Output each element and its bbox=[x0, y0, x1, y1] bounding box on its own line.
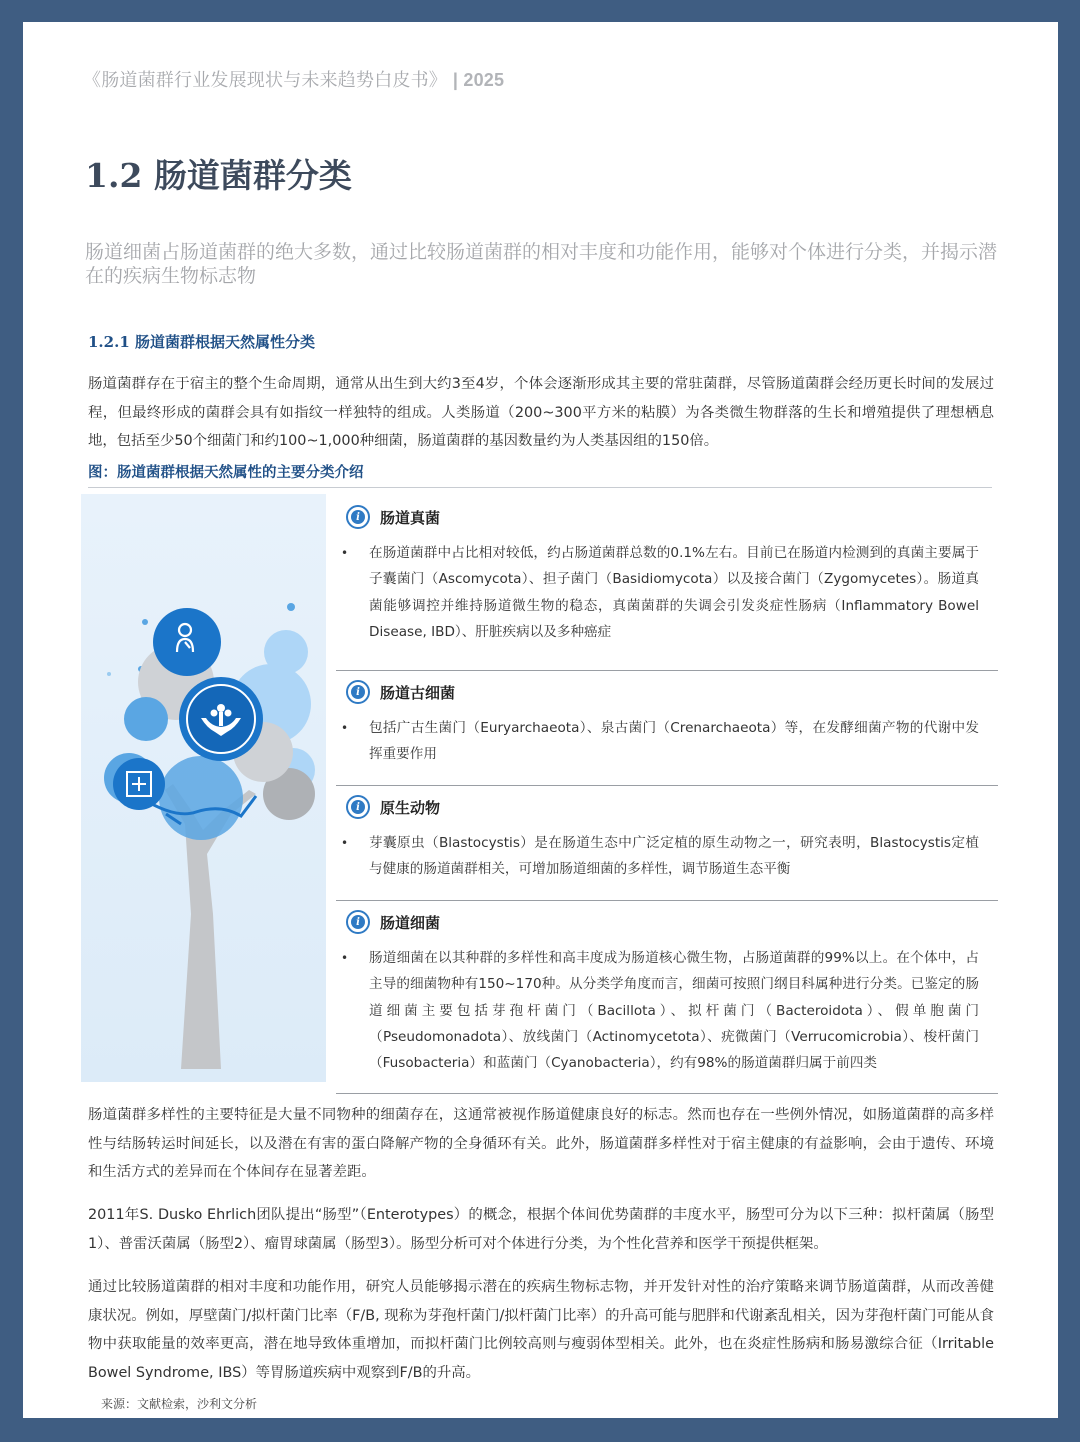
category-header bbox=[336, 794, 998, 820]
info-icon: i bbox=[346, 680, 370, 704]
info-icon: i bbox=[346, 795, 370, 819]
running-year: | 2025 bbox=[452, 70, 505, 90]
running-header bbox=[83, 66, 504, 92]
section-title: 1.2 肠道菌群分类 bbox=[85, 156, 352, 195]
paragraph-4: 通过比较肠道菌群的相对丰度和功能作用，研究人员能够揭示潜在的疾病生物标志物，并开发针对性的治疗策略来调节肠道菌群，从而改善健康状况。例如，厚壁菌门/拟杆菌门比率（F/B, 现称为芽孢杆菌门/拟杆菌门比率）的升高可能与肥胖和代谢紊乱相关，因为芽孢杆菌门可能从食物中获取能量的效率更高，潜在地导致体重增加，而拟杆菌门比例较高则与瘦弱体型相关。此外，也在炎症性肠病和肠易激综合征（Irritable Bowel Syndrome, IBS）等胃肠道疾病中观察到F/B的升高。 bbox=[88, 1279, 994, 1381]
category-body bbox=[336, 830, 998, 883]
category-body bbox=[336, 945, 998, 1076]
category-header bbox=[336, 909, 998, 935]
category-bacteria bbox=[336, 901, 998, 1094]
category-protozoa bbox=[336, 786, 998, 901]
category-body bbox=[336, 540, 998, 645]
document-page bbox=[23, 22, 1058, 1418]
category-text: 包括广古生菌门（Euryarchaeota）、泉古菌门（Crenarchaeota）等，在发酵细菌产物的代谢中发挥重要作用 bbox=[369, 720, 979, 763]
paragraph-3: 2011年S. Dusko Ehrlich团队提出“肠型”（Enterotypes）的概念，根据个体间优势菌群的丰度水平，肠型可分为以下三种：拟杆菌属（肠型1）、普雷沃菌属（肠型2）、瘤胃球菌属（肠型3）。肠型分析可对个体进行分类，为个性化营养和医学干预提供框架。 bbox=[88, 1207, 994, 1252]
category-text: 肠道细菌在以其种群的多样性和高丰度成为肠道核心微生物，占肠道菌群的99%以上。在个体中，占主导的细菌物种有150~170种。从分类学角度而言，细菌可按照门纲目科属种进行分类。已鉴定的肠道细菌主要包括芽孢杆菌门（Bacillota）、拟杆菌门（Bacteroidota）、假单胞菌门（Pseudomonadota）、放线菌门（Actinomycetota）、疣微菌门（Verrucomicrobia）、梭杆菌门（Fusobacteria）和蓝菌门（Cyanobacteria），约有98%的肠道菌群归属于前四类 bbox=[369, 950, 979, 1072]
source-note: 来源：文献检索，沙利文分析 bbox=[101, 1397, 258, 1411]
subsection-title: 1.2.1 肠道菌群根据天然属性分类 bbox=[88, 333, 315, 351]
tree-graphic bbox=[81, 494, 326, 1082]
category-title: 原生动物 bbox=[380, 798, 441, 817]
category-archaea bbox=[336, 671, 998, 786]
category-title: 肠道古细菌 bbox=[380, 683, 456, 702]
category-body bbox=[336, 715, 998, 768]
info-icon: i bbox=[346, 505, 370, 529]
category-header bbox=[336, 504, 998, 530]
category-fungi bbox=[336, 496, 998, 671]
category-header bbox=[336, 679, 998, 705]
info-icon: i bbox=[346, 910, 370, 934]
category-title: 肠道真菌 bbox=[380, 508, 441, 527]
person-icon-circle bbox=[153, 608, 221, 676]
category-text: 芽囊原虫（Blastocystis）是在肠道生态中广泛定植的原生动物之一，研究表明，Blastocystis定植与健康的肠道菌群相关，可增加肠道细菌的多样性，调节肠道生态平衡 bbox=[369, 835, 979, 878]
category-list bbox=[336, 496, 998, 1094]
bullet: • bbox=[341, 951, 349, 965]
section-intro: 肠道细菌占肠道菌群的绝大多数，通过比较肠道菌群的相对丰度和功能作用，能够对个体进行分类，并揭示潜在的疾病生物标志物 bbox=[85, 241, 998, 287]
figure-caption: 图：肠道菌群根据天然属性的主要分类介绍 bbox=[88, 461, 992, 488]
paragraph-1: 肠道菌群存在于宿主的整个生命周期，通常从出生到大约3至4岁，个体会逐渐形成其主要的常驻菌群，尽管肠道菌群会经历更长时间的发展过程，但最终形成的菌群会具有如指纹一样独特的组成。人类肠道（200~300平方米的粘膜）为各类微生物群落的生长和增殖提供了理想栖息地，包括至少50个细菌门和约100~1,000种细菌，肠道菌群的基因数量约为人类基因组的150倍。 bbox=[88, 376, 994, 449]
category-text: 在肠道菌群中占比相对较低，约占肠道菌群总数的0.1%左右。目前已在肠道内检测到的真菌主要属于子囊菌门（Ascomycota）、担子菌门（Basidiomycota）以及接合菌门（Zygomycetes）。肠道真菌能够调控并维持肠道微生物的稳态，真菌菌群的失调会引发炎症性肠病（Inflammatory Bowel Disease, IBD）、肝脏疾病以及多种癌症 bbox=[369, 545, 979, 640]
bullet: • bbox=[341, 721, 349, 735]
paragraph-2: 肠道菌群多样性的主要特征是大量不同物种的细菌存在，这通常被视作肠道健康良好的标志。然而也存在一些例外情况，如肠道菌群的高多样性与结肠转运时间延长，以及潜在有害的蛋白降解产物的全身循环有关。此外，肠道菌群多样性对于宿主健康的有益影响，会由于遗传、环境和生活方式的差异而在个体间存在显著差距。 bbox=[88, 1107, 994, 1180]
bullet: • bbox=[341, 546, 349, 560]
tree-illustration bbox=[81, 494, 326, 1082]
category-title: 肠道细菌 bbox=[380, 913, 441, 932]
bullet: • bbox=[341, 836, 349, 850]
running-title: 《肠道菌群行业发展现状与未来趋势白皮书》 bbox=[83, 70, 447, 91]
